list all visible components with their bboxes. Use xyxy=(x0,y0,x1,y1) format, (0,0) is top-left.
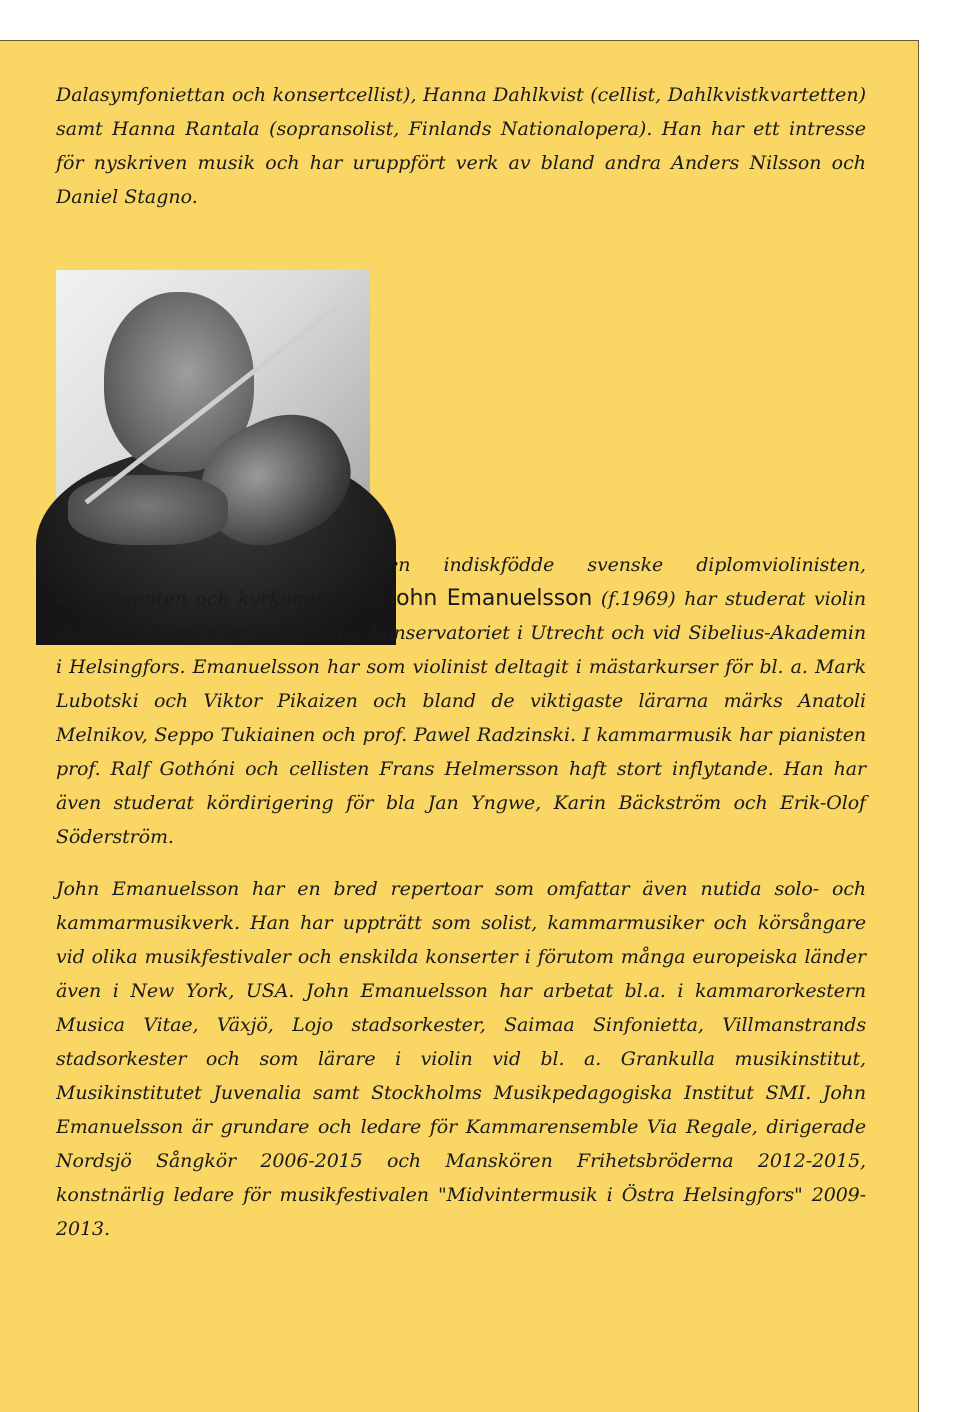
bio-lead: Den indiskfödde svenske diplomviolinisten, kördirigenten och kyrkomusikern xyxy=(56,554,866,610)
repertoire-paragraph: John Emanuelsson har en bred repertoar som omfattar även nutida solo- och kammarmusikverk. Han har uppträtt som solist, kammarmusiker och körsångare vid olika musikfestivaler och enskilda konserter i förutom många europeiska länder även i New York, USA. John Emanuelsson har arbetat bl.a. i kammarorkestern Musica Vitae, Växjö, Lojo stadsorkester, Saimaa Sinfonietta, Villmanstrands stadsorkester och som lärare i violin vid bl. a. Grankulla musikinstitut, Musikinstitutet Juvenalia samt Stockholms Musikpedagogiska Institut SMI. John Emanuelsson är grundare och ledare för Kammarensemble Via Regale, dirigerade Nordsjö Sångkör 2006-2015 och Manskören Frihetsbröderna 2012-2015, konstnärlig ledare för musikfestivalen "Midvintermusik i Östra Helsingfors" 2009-2013. xyxy=(56,878,866,1240)
intro-paragraph: Dalasymfoniettan och konsertcellist), Hanna Dahlkvist (cellist, Dahlkvistkvartetten) samt Hanna Rantala (sopransolist, Finlands Nationalopera). Han har ett intresse för nyskriven musik och har uruppfört verk av bland andra Anders Nilsson och Daniel Stagno. xyxy=(56,84,866,208)
bio-paragraph xyxy=(56,548,866,854)
bio-name: John Emanuelsson xyxy=(389,586,593,611)
bio-rest: (f.1969) har studerat violin vid Musikhögskolan i Göteborg, konservatoriet i Utrecht och vid Sibelius-Akademin i Helsingfors. Emanuelsson har som violinist deltagit i mästarkurser för bl. a. Mark Lubotski och Viktor Pikaizen och bland de viktigaste lärarna märks Anatoli Melnikov, Seppo Tukiainen och prof. Pawel Radzinski. I kammarmusik har pianisten prof. Ralf Gothóni och cellisten Frans Helmersson haft stort inflytande. Han har även studerat kördirigering för bla Jan Yngwe, Karin Bäckström och Erik-Olof Söderström. xyxy=(56,588,866,848)
